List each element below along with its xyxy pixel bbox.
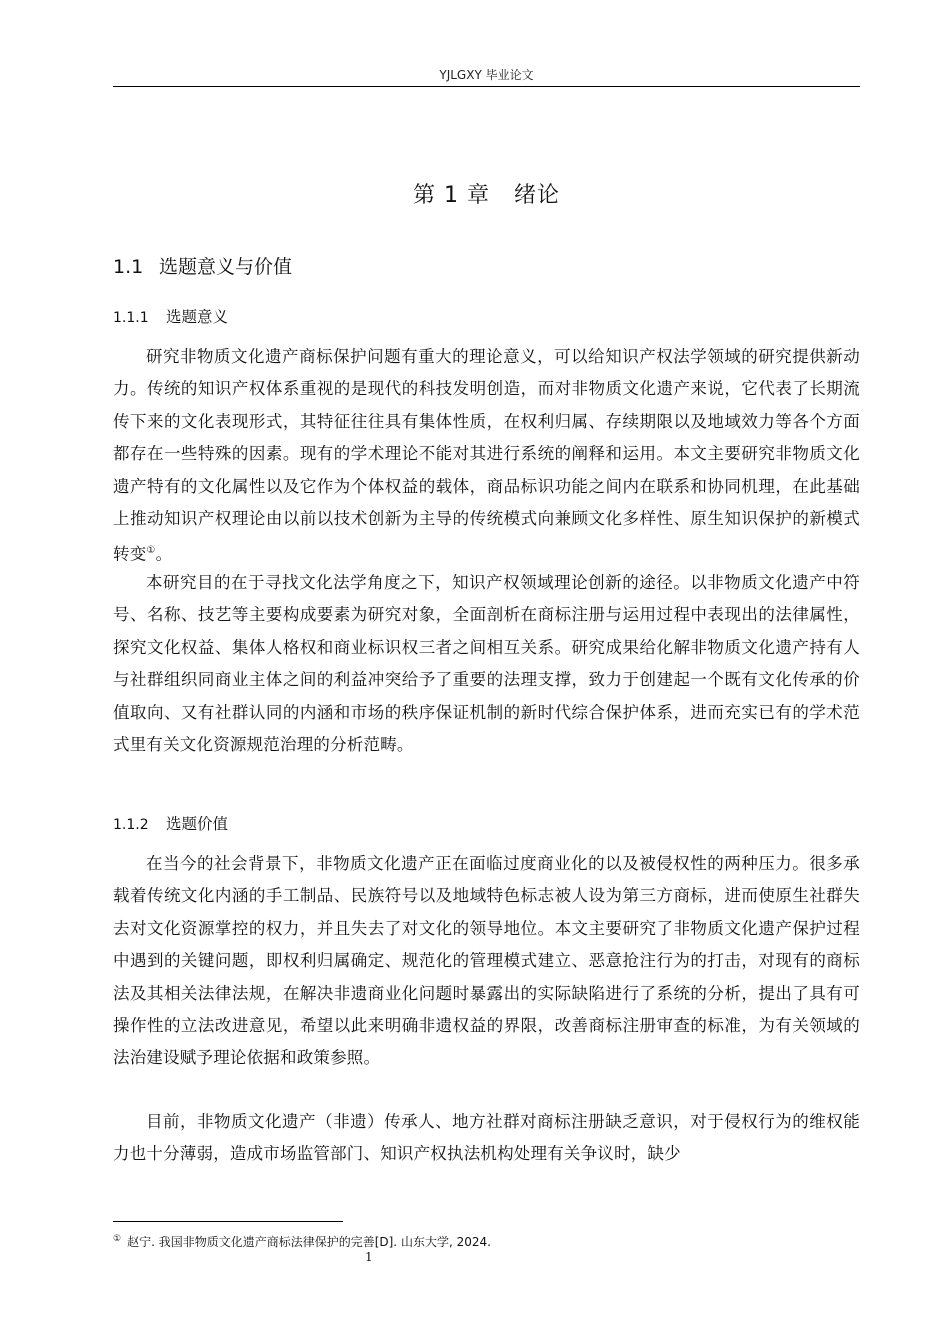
page-header [113, 66, 860, 83]
paragraph-2 [113, 567, 860, 761]
paragraph-4-text: 目前，非物质文化遗产（非遗）传承人、地方社群对商标注册缺乏意识，对于侵权行为的维权能力也十分薄弱，造成市场监管部门、知识产权执法机构处理有关争议时，缺少 [113, 1112, 860, 1164]
chapter-title [113, 178, 860, 209]
subsection-number: 1.1.2 [113, 817, 149, 833]
subsection-title: 选题价值 [166, 815, 229, 833]
subsection-number: 1.1.1 [113, 310, 149, 326]
section-number: 1.1 [113, 256, 144, 278]
paragraph-4 [113, 1106, 860, 1171]
subsection-title: 选题意义 [166, 308, 229, 326]
chapter-name: 绪论 [513, 183, 560, 208]
section-heading-1-1 [113, 252, 292, 279]
paragraph-1-end: 。 [155, 544, 173, 564]
section-heading-1-1-1 [113, 305, 228, 327]
paragraph-1-text: 研究非物质文化遗产商标保护问题有重大的理论意义，可以给知识产权法学领域的研究提供新动力。传统的知识产权体系重视的是现代的科技发明创造，而对非物质文化遗产来说，它代表了长期流传下来的文化表现形式，其特征往往具有集体性质，在权利归属、存续期限以及地域效力等各个方面都存在一些特殊的因素。现有的学术理论不能对其进行系统的阐释和运用。本文主要研究非物质文化遗产特有的文化属性以及它作为个体权益的载体，商品标识功能之间内在联系和协同机理，在此基础上推动知识产权理论由以前以技术创新为主导的传统模式向兼顾文化多样性、原生知识保护的新模式转变 [113, 347, 860, 564]
header-rule [113, 86, 860, 87]
footnote [113, 1233, 491, 1250]
footnote-ref: ① [146, 545, 156, 557]
chapter-number: 第 1 章 [413, 183, 490, 208]
section-title: 选题意义与价值 [159, 256, 293, 278]
section-heading-1-1-2 [113, 812, 228, 834]
footnote-text: 赵宁. 我国非物质文化遗产商标法律保护的完善[D]. 山东大学, 2024. [127, 1235, 491, 1249]
footnote-mark: ① [113, 1234, 122, 1244]
footnote-rule [113, 1221, 343, 1222]
paragraph-1 [113, 341, 860, 571]
paragraph-3-text: 在当今的社会背景下，非物质文化遗产正在面临过度商业化的以及被侵权性的两种压力。很多承载着传统文化内涵的手工制品、民族符号以及地域特色标志被人设为第三方商标，进而使原生社群失去对文化资源掌控的权力，并且失去了对文化的领导地位。本文主要研究了非物质文化遗产保护过程中遇到的关键问题，即权利归属确定、规范化的管理模式建立、恶意抢注行为的打击，对现有的商标法及其相关法律法规，在解决非遗商业化问题时暴露出的实际缺陷进行了系统的分析，提出了具有可操作性的立法改进意见，希望以此来明确非遗权益的界限，改善商标注册审查的标准，为有关领域的法治建设赋予理论依据和政策参照。 [113, 854, 860, 1068]
page-number: 1 [365, 1250, 373, 1264]
header-title: YJLGXY 毕业论文 [439, 68, 534, 82]
paragraph-3 [113, 848, 860, 1075]
paragraph-2-text: 本研究目的在于寻找文化法学角度之下，知识产权领域理论创新的途径。以非物质文化遗产中符号、名称、技艺等主要构成要素为研究对象，全面剖析在商标注册与运用过程中表现出的法律属性，探究文化权益、集体人格权和商业标识权三者之间相互关系。研究成果给化解非物质文化遗产持有人与社群组织同商业主体之间的利益冲突给予了重要的法理支撑，致力于创建起一个既有文化传承的价值取向、又有社群认同的内涵和市场的秩序保证机制的新时代综合保护体系，进而充实已有的学术范式里有关文化资源规范治理的分析范畴。 [113, 573, 860, 755]
